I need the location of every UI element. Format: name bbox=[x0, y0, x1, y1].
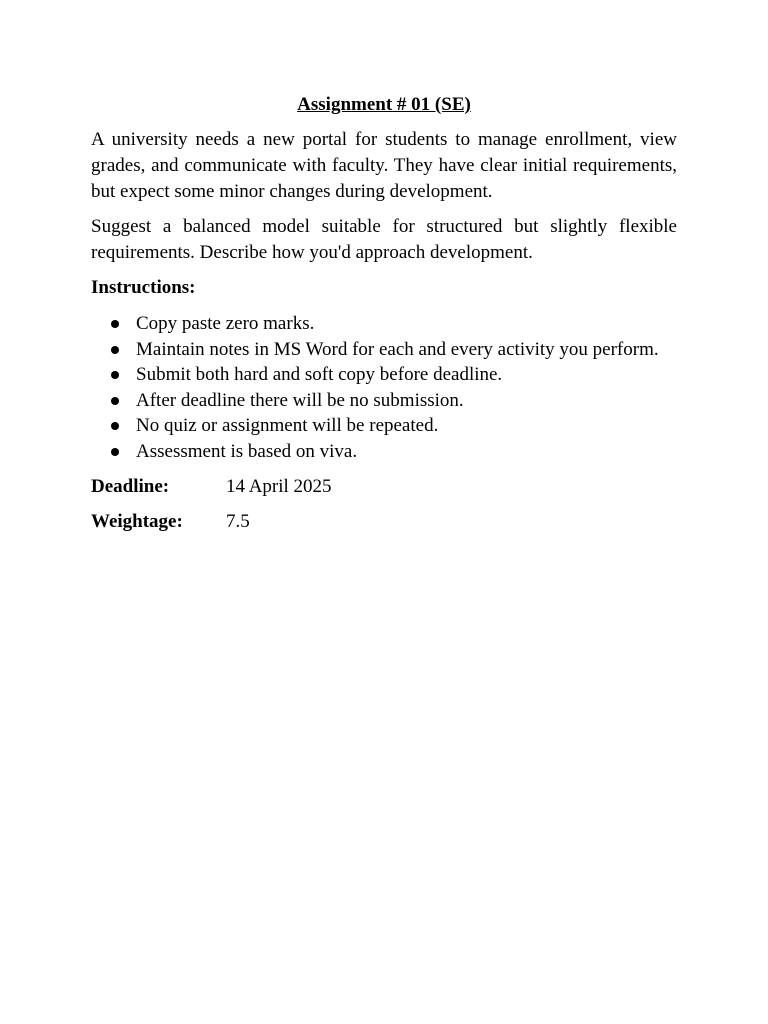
deadline-label: Deadline: bbox=[91, 476, 170, 497]
weightage-label: Weightage: bbox=[91, 511, 183, 532]
weightage-row bbox=[91, 509, 677, 535]
deadline-value: 14 April 2025 bbox=[226, 476, 332, 497]
scenario-paragraph: A university needs a new portal for students to manage enrollment, view grades, and communicate with faculty. They have clear initial requirements, but expect some minor changes during development. bbox=[91, 129, 677, 202]
instruction-text: After deadline there will be no submission. bbox=[136, 389, 464, 411]
instruction-text: Submit both hard and soft copy before deadline. bbox=[136, 364, 503, 385]
bullet-icon bbox=[111, 371, 119, 379]
bullet-icon bbox=[111, 397, 119, 405]
instruction-text: Maintain notes in MS Word for each and every activity you perform. bbox=[136, 338, 659, 360]
bullet-icon bbox=[111, 346, 119, 354]
instruction-item bbox=[91, 311, 677, 337]
deadline-row bbox=[91, 474, 677, 500]
instructions-heading: Instructions: bbox=[91, 277, 196, 298]
bullet-icon bbox=[111, 422, 119, 430]
instruction-item bbox=[91, 362, 677, 388]
weightage-value: 7.5 bbox=[226, 511, 250, 532]
instruction-item bbox=[91, 337, 677, 363]
instruction-item bbox=[91, 388, 677, 414]
instruction-text: Assessment is based on viva. bbox=[136, 440, 358, 462]
bullet-icon bbox=[111, 320, 119, 328]
bullet-icon bbox=[111, 448, 119, 456]
task-paragraph: Suggest a balanced model suitable for structured but slightly flexible requirements. Describe how you'd approach development. bbox=[91, 216, 677, 263]
document-page bbox=[91, 93, 677, 544]
instruction-item bbox=[91, 413, 677, 439]
instruction-text: No quiz or assignment will be repeated. bbox=[136, 415, 439, 436]
document-title: Assignment # 01 (SE) bbox=[297, 94, 471, 115]
instruction-item bbox=[91, 439, 677, 465]
instruction-text: Copy paste zero marks. bbox=[136, 313, 315, 334]
instructions-list bbox=[91, 311, 677, 464]
